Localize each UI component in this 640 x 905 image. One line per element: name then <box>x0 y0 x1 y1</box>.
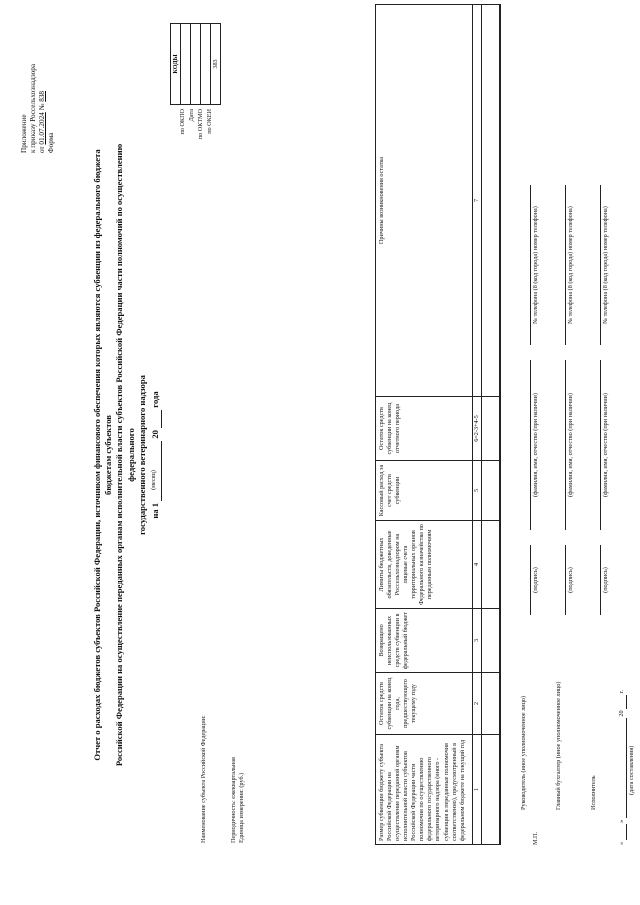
head-cap-signature: (подпись) <box>532 567 539 593</box>
unit-label: Единица измерения: (руб.) <box>237 772 245 843</box>
col-reasons: Причины возникновения остатка <box>376 5 473 397</box>
codes-labels: по ОКПО Дата по ОКТМО по ОКЕИ <box>179 109 213 140</box>
head-cap-name: (фамилия, имя, отчество (при наличии) <box>532 393 539 497</box>
code-date-cell <box>191 24 201 105</box>
form-label: Форма <box>47 132 55 153</box>
col-balance-end: Остаток средств субвенции на конец отчетного периода <box>376 397 473 461</box>
col-balance-start: Остаток средств субвенции на конец года, предшествующего текущему году <box>376 673 473 735</box>
appendix-block <box>20 13 56 153</box>
codes-table <box>170 23 221 105</box>
appendix-label: Приложение <box>20 114 28 153</box>
col-limits: Лимиты бюджетных обязательств, доведенные Россельхознадзором на лицевые счета территориальных органов Федерального казначейства по переданным полномочиям <box>376 521 473 609</box>
col-cash-expense: Кассовый расход за счет средств субвенции <box>376 461 473 521</box>
executor-cap-name: (фамилия, имя, отчество (при наличии) <box>602 393 609 497</box>
head-signature-label: Руководитель (иное уполномоченное лицо) <box>520 695 527 810</box>
order-number: 838 <box>38 90 46 102</box>
code-okpo-cell <box>181 24 191 105</box>
table-row <box>482 5 501 845</box>
accountant-signature-label: Главный бухгалтер (иное уполномоченное лицо) <box>555 681 562 810</box>
month-caption: (месяц) <box>150 470 157 490</box>
report-table <box>375 4 501 845</box>
code-oktmo-cell <box>201 24 211 105</box>
executor-cap-phone: № телефона (8 (код города) номер телефона) <box>602 206 609 324</box>
accountant-cap-name: (фамилия, имя, отчество (при наличии) <box>567 393 574 497</box>
accountant-cap-signature: (подпись) <box>567 567 574 593</box>
head-cap-phone: № телефона (8 (код города) номер телефона) <box>532 206 539 324</box>
accountant-cap-phone: № телефона (8 (код города) номер телефона) <box>567 206 574 324</box>
meta-block <box>200 603 245 843</box>
date-caption: (дата составления) <box>628 745 635 795</box>
periodicity-label: Периодичность: ежеквартальная <box>229 757 237 843</box>
executor-signature-label: Исполнитель <box>590 775 597 810</box>
table-header-row <box>376 5 473 845</box>
table-number-row: 1 2 3 4 5 6=2-3+4-5 7 <box>473 5 482 845</box>
col-subvention-size: Размер субвенции бюджету субъекта Российской Федерации на осуществление переданной органам исполнительной власти субъектов Российской Федерации части полномочия по осуществлению федерального государственного ветеринарного надзора (иного - субвенция в переданные полномочия соответственно), предусмотренный в федеральном бюджете на текущий год <box>376 735 473 845</box>
report-title: Отчет о расходах бюджетов субъектов Российской Федерации, источником финансового обеспечения которых являются субвенции из федерального бюджета бюджетам субъектов Российской Федерации на осуществление переданных органам исполнительной власти субъектов Российской Федерации части полномочий по осуществлению федерального государственного ветеринарного надзора на 1 20 года <box>92 135 162 775</box>
subject-label: Наименование субъекта Российской Федерации: <box>200 715 207 843</box>
order-date: 01.07.2024 <box>38 112 46 145</box>
report-period: на 1 20 года <box>150 135 162 775</box>
code-okei-cell: 383 <box>211 24 221 105</box>
date-of-compilation: « » 20 г. <box>618 689 625 845</box>
order-line: к приказу Россельхознадзора <box>29 63 37 153</box>
codes-header: КОДЫ <box>171 24 181 105</box>
executor-cap-signature: (подпись) <box>602 567 609 593</box>
stamp-label: М.П. <box>532 831 539 845</box>
col-returned: Возвращено неиспользованных средств субвенции в федеральный бюджет <box>376 609 473 673</box>
order-date-line: от 01.07.2024 № 838 <box>38 90 46 153</box>
